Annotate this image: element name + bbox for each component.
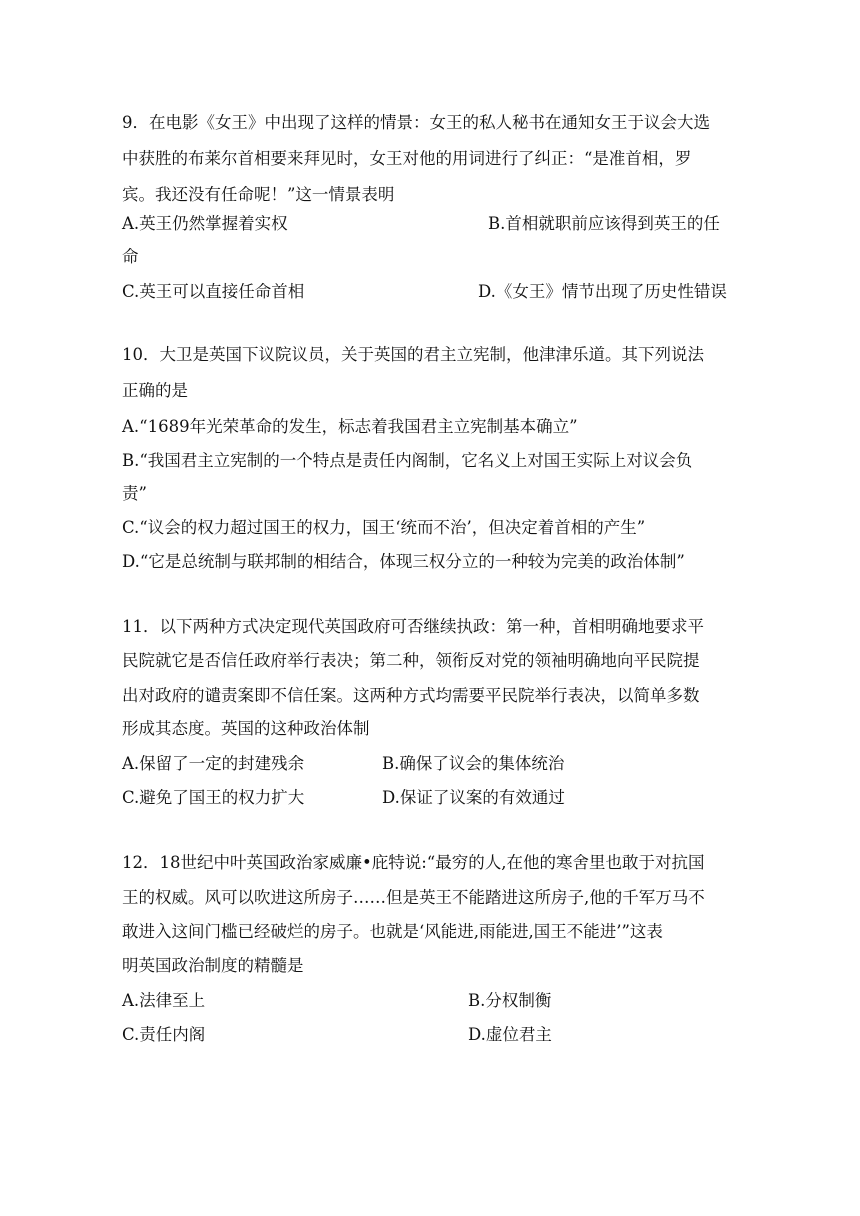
question-10-option-a: A.“1689年光荣革命的发生，标志着我国君主立宪制基本确立” xyxy=(122,417,578,436)
question-9-stem-line-1: 9．在电影《女王》中出现了这样的情景：女王的私人秘书在通知女王于议会大选 xyxy=(122,113,710,132)
question-10-option-b: B.“我国君主立宪制的一个特点是责任内阁制，它名义上对国王实际上对议会负 xyxy=(122,451,693,470)
question-11-stem-line-3: 出对政府的谴责案即不信任案。这两种方式均需要平民院举行表决，以简单多数 xyxy=(122,686,700,705)
question-11-stem-line-4: 形成其态度。英国的这种政治体制 xyxy=(122,719,370,738)
question-11-option-d: D.保证了议案的有效通过 xyxy=(382,788,565,807)
question-9-option-a: A.英王仍然掌握着实权 xyxy=(122,214,288,233)
question-9-option-c: C.英王可以直接任命首相 xyxy=(122,282,305,301)
question-9-stem-line-2: 中获胜的布莱尔首相要来拜见时，女王对他的用词进行了纠正：“是准首相，罗 xyxy=(122,149,692,168)
question-9-option-b: B.首相就职前应该得到英王的任 xyxy=(488,214,720,233)
question-12-option-a: A.法律至上 xyxy=(122,991,206,1010)
question-11-stem-line-2: 民院就它是否信任政府举行表决；第二种，领衔反对党的领袖明确地向平民院提 xyxy=(122,651,700,670)
question-12-option-d: D.虚位君主 xyxy=(468,1025,552,1044)
question-12-stem-line-4: 明英国政治制度的精髓是 xyxy=(122,956,304,975)
question-11-option-c: C.避免了国王的权力扩大 xyxy=(122,788,305,807)
question-12-stem-line-2: 王的权威。风可以吹进这所房子……但是英王不能踏进这所房子,他的千军万马不 xyxy=(122,888,705,907)
question-10-stem-line-1: 10．大卫是英国下议院议员，关于英国的君主立宪制，他津津乐道。其下列说法 xyxy=(122,345,704,364)
question-9-option-d: D.《女王》情节出现了历史性错误 xyxy=(478,282,727,301)
question-11-option-b: B.确保了议会的集体统治 xyxy=(382,754,565,773)
question-10-option-c: C.“议会的权力超过国王的权力，国王‘统而不治’，但决定着首相的产生” xyxy=(122,518,646,537)
question-12-stem-line-3: 敢进入这间门槛已经破烂的房子。也就是‘风能进,雨能进,国王不能进’”这表 xyxy=(122,922,663,941)
question-12-option-c: C.责任内阁 xyxy=(122,1025,206,1044)
question-10-option-d: D.“它是总统制与联邦制的相结合，体现三权分立的一种较为完美的政治体制” xyxy=(122,552,685,571)
question-12-stem-line-1: 12．18世纪中叶英国政治家威廉•庇特说:“最穷的人,在他的寒舍里也敢于对抗国 xyxy=(122,853,705,872)
question-11-stem-line-1: 11．以下两种方式决定现代英国政府可否继续执政：第一种，首相明确地要求平 xyxy=(122,617,704,636)
question-12-option-b: B.分权制衡 xyxy=(468,991,552,1010)
question-11-option-a: A.保留了一定的封建残余 xyxy=(122,754,305,773)
question-10-stem-line-2: 正确的是 xyxy=(122,381,188,400)
question-9-option-b-continued: 命 xyxy=(122,247,139,266)
question-10-option-b-continued: 责” xyxy=(122,484,147,503)
question-9-stem-line-3: 宾。我还没有任命呢！”这一情景表明 xyxy=(122,185,395,204)
